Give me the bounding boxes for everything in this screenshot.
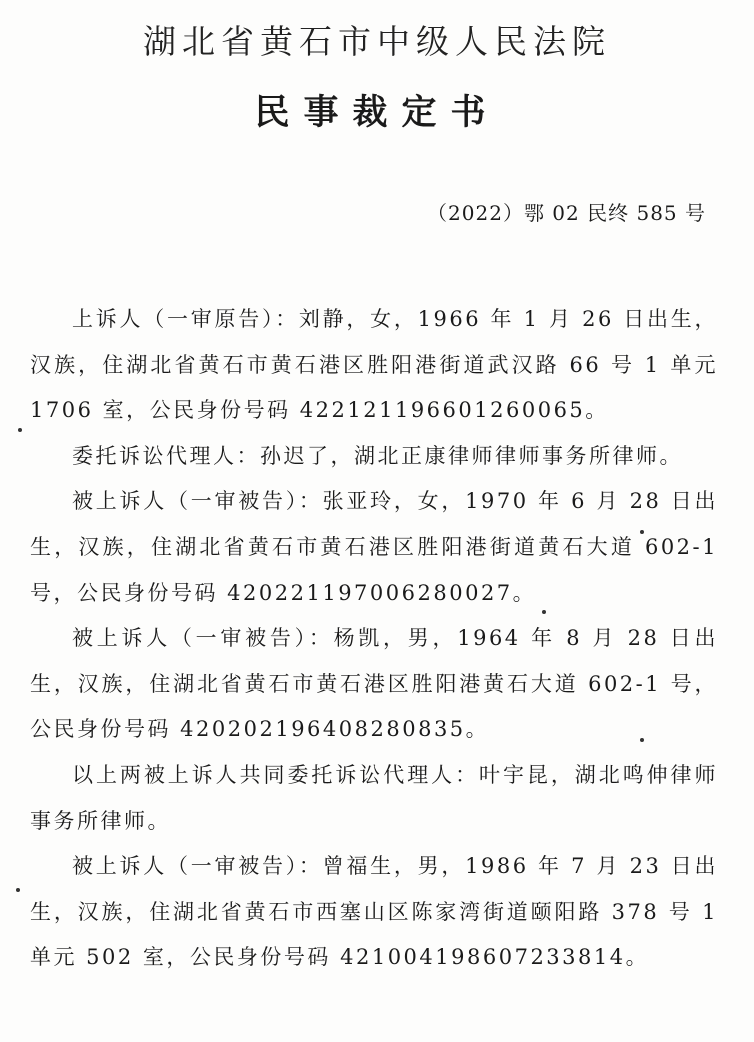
respondent-zeng-paragraph: 被上诉人（一审被告）：曾福生，男，1986 年 7 月 23 日出生，汉族，住湖北省黄石市西塞山区陈家湾街道颐阳路 378 号 1 单元 502 室，公民身份号码 421004198607233814。 <box>30 854 718 970</box>
case-number: （2022）鄂 02 民终 585 号 <box>427 201 706 225</box>
scan-speck <box>16 888 20 892</box>
respondent-zhang-paragraph: 被上诉人（一审被告）：张亚玲，女，1970 年 6 月 28 日出生，汉族，住湖北省黄石市黄石港区胜阳港街道黄石大道 602-1 号，公民身份号码 420221197006280027。 <box>30 489 718 605</box>
scan-speck <box>542 610 546 614</box>
appellant-agent-paragraph: 委托诉讼代理人：孙迟了，湖北正康律师律师事务所律师。 <box>72 443 683 468</box>
court-name: 湖北省黄石市中级人民法院 <box>143 22 611 61</box>
document-title: 民事裁定书 <box>254 93 500 133</box>
appellant-paragraph: 上诉人（一审原告）：刘静，女，1966 年 1 月 26 日出生，汉族，住湖北省黄石市黄石港区胜阳港街道武汉路 66 号 1 单元 1706 室，公民身份号码 422121196601260065。 <box>30 307 718 423</box>
scan-speck <box>18 428 22 432</box>
respondent-yang-paragraph: 被上诉人（一审被告）：杨凯，男，1964 年 8 月 28 日出生，汉族，住湖北省黄石市黄石港区胜阳港黄石大道 602-1 号，公民身份号码 420202196408280835。 <box>30 626 718 742</box>
scan-speck <box>640 530 644 534</box>
respondents-agent-paragraph: 以上两被上诉人共同委托诉讼代理人：叶宇昆，湖北鸣伸律师事务所律师。 <box>30 762 718 833</box>
document-body <box>30 297 718 981</box>
scan-speck <box>640 738 644 742</box>
